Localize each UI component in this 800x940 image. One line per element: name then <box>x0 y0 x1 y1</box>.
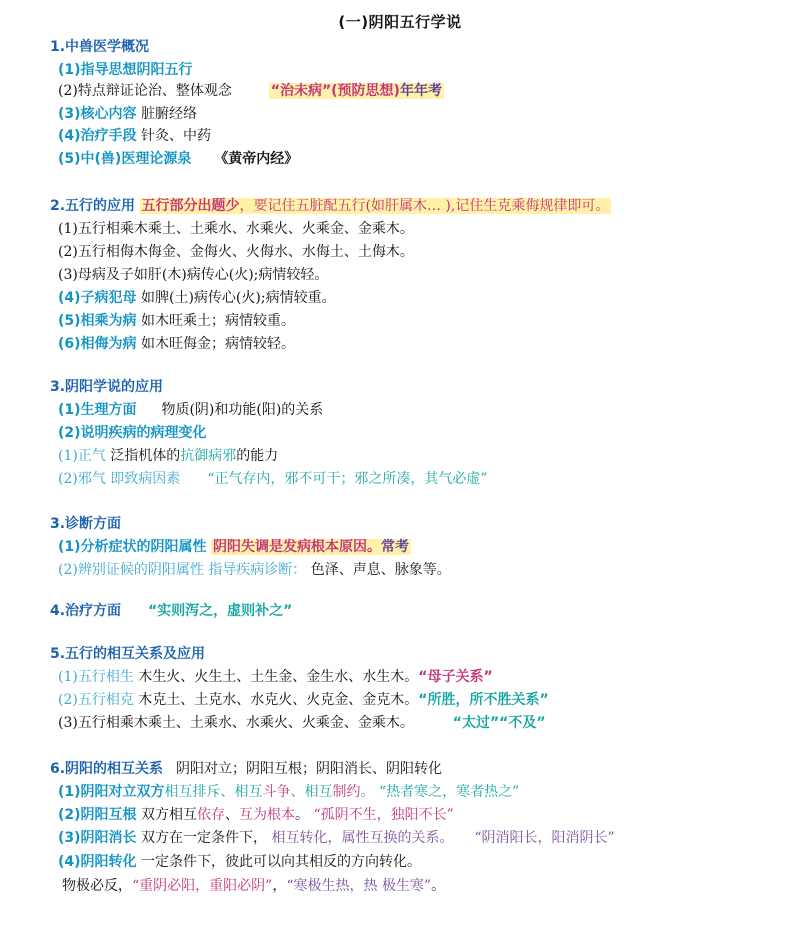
item-text: 指导疾病诊断： <box>208 562 307 578</box>
note-few-questions: 五行部分出题少 <box>141 198 240 214</box>
quote-healthy-qi: “正气存内，邪不可干；邪之所凑，其气必虚” <box>207 471 488 487</box>
line-healthy-qi <box>58 446 278 466</box>
item-label: (2)邪气 <box>58 471 106 487</box>
item-label: (6)相侮为病 <box>58 336 137 352</box>
line-core-content <box>58 104 197 124</box>
section-heading-mutual-relations: 5.五行的相互关系及应用 <box>50 646 206 662</box>
line-overacting <box>58 713 546 733</box>
item-text: 、 <box>225 807 239 823</box>
item-text: 双方在一定条件下， <box>141 830 267 846</box>
quote-solitary-yin: “孤阴不生，独阳不长” <box>313 807 454 823</box>
item-text: 脏腑经络 <box>141 106 197 122</box>
book-title: 《黄帝内经》 <box>214 151 299 167</box>
item-text: 。 <box>360 784 375 800</box>
section-heading-yin-yang-relations: 6.阴阳的相互关系 <box>50 761 164 777</box>
item-label: (4)治疗手段 <box>58 128 137 144</box>
quote-subjugation: “所胜，所不胜关系” <box>418 692 549 708</box>
tag-common-exam: 常考 <box>381 539 409 555</box>
quote-heat-cold: “热者寒之，寒者热之” <box>379 784 520 800</box>
item-text: 如木旺侮金；病情较轻。 <box>141 336 295 352</box>
line-extreme-reversal <box>62 876 445 896</box>
item-highlight: 相互转化 <box>271 830 328 846</box>
item-text: ，属性互换的关系。 <box>327 830 454 846</box>
quote-excess-deficiency: “太过”“不及” <box>452 715 546 731</box>
highlight-prevention <box>269 83 444 99</box>
item-label: (5)相乘为病 <box>58 313 137 329</box>
line-restriction <box>58 690 549 710</box>
item-label: (1)生理方面 <box>58 402 137 418</box>
line-pathogenic-qi <box>58 469 488 489</box>
section-heading-yin-yang-application: 3.阴阳学说的应用 <box>50 379 164 395</box>
item-text: (3)五行相乘木乘土、土乘水、水乘火、火乘金、金乘木。 <box>58 715 414 731</box>
item-label: (1)五行相生 <box>58 669 134 685</box>
highlight-note <box>140 198 612 214</box>
line-transformation <box>58 852 421 872</box>
item-text: (2)特点辩证论治、整体观念 <box>58 83 232 99</box>
quote-treatment: “实则泻之，虚则补之” <box>147 603 293 619</box>
list-item: (1)五行相乘木乘土、土乘水、水乘火、火乘金、金乘木。 <box>58 221 414 237</box>
item-text: 泛指机体的 <box>110 448 181 464</box>
line-physiology <box>58 400 323 420</box>
item-text: 。 <box>295 807 309 823</box>
list-item <box>58 288 336 308</box>
item-label: (5)中(兽)医理论源泉 <box>58 151 192 167</box>
line-theory-source <box>58 149 298 169</box>
item-text: 相互排斥、相互 <box>164 784 263 800</box>
item-label: (1)阴阳对立双方 <box>58 784 165 800</box>
item-text: 。 <box>431 878 446 894</box>
line-yin-yang-relations <box>50 759 442 779</box>
quote-mother-child: “母子关系” <box>418 669 493 685</box>
item-label: (3)核心内容 <box>58 106 137 122</box>
line-waxing-waning <box>58 828 615 848</box>
line-pathology <box>58 423 207 443</box>
item-text: 木克土、土克水、水克火、火克金、金克木。 <box>138 692 419 708</box>
item-text: 色泽、声息、脉象等。 <box>310 562 451 578</box>
list-item: (3)母病及子如肝(木)病传心(火);病情较轻。 <box>58 267 329 283</box>
item-text: 、相互 <box>290 784 333 800</box>
section-heading-diagnosis: 3.诊断方面 <box>50 516 122 532</box>
line-treatment <box>50 601 292 621</box>
item-highlight: 斗争 <box>262 784 291 800</box>
item-label: (3)阴阳消长 <box>58 830 137 846</box>
item-label: (4)子病犯母 <box>58 290 137 306</box>
item-label: (1)分析症状的阴阳属性 <box>58 539 207 555</box>
section-heading-five-elements: 2.五行的应用 <box>50 198 136 214</box>
item-text: 一定条件下，彼此可以向其相反的方向转化。 <box>141 854 421 870</box>
item-text: 如脾(土)病传心(火);病情较重。 <box>141 290 336 306</box>
list-item: (2)五行相侮木侮金、金侮火、火侮水、水侮土、土侮木。 <box>58 244 414 260</box>
item-label: (2)阴阳互根 <box>58 807 137 823</box>
quote-waxing-waning: “阴消阳长，阳消阴长” <box>474 830 615 846</box>
list-item <box>58 311 295 331</box>
item-label: (1)指导思想阴阳五行 <box>58 62 193 78</box>
item-text: 木生火、火生土、土生金、金生水、水生木。 <box>138 669 419 685</box>
line-treatment-means <box>58 126 211 146</box>
item-text: 即致病因素 <box>110 471 181 487</box>
tag-yearly-exam: 年年考 <box>399 83 442 99</box>
item-highlight: 抗御病邪 <box>180 448 237 464</box>
item-text: 针灸、中药 <box>141 128 211 144</box>
line-opposition <box>58 782 519 802</box>
line-differentiate <box>58 560 451 580</box>
quote-prevention: “治未病”(预防思想) <box>270 83 400 99</box>
item-text: 物极必反， <box>62 878 132 894</box>
line-generation <box>58 667 493 687</box>
item-text: 的能力 <box>236 448 279 464</box>
item-highlight: 制约 <box>332 784 361 800</box>
item-highlight: 依存 <box>197 807 225 823</box>
item-text: 如木旺乘土；病情较重。 <box>141 313 295 329</box>
note-imbalance: 阴阳失调是发病根本原因。 <box>213 539 381 555</box>
item-label: (2)说明疾病的病理变化 <box>58 425 207 441</box>
line-guiding-thought <box>58 60 193 80</box>
item-label: (4)阴阳转化 <box>58 854 137 870</box>
note-remember: ，要记住五脏配五行(如肝属木… ),记住生克乘侮规律即可。 <box>239 198 610 214</box>
item-label: (2)五行相克 <box>58 692 134 708</box>
list-item <box>58 334 295 354</box>
item-label: (1)正气 <box>58 448 106 464</box>
section-heading-treatment: 4.治疗方面 <box>50 603 122 619</box>
item-text: 双方相互 <box>141 807 197 823</box>
item-label: (2)辨别证候的阴阳属性 <box>58 562 204 578</box>
item-highlight: 互为根本 <box>239 807 295 823</box>
item-text: 阴阳对立；阴阳互根；阴阳消长、阴阳转化 <box>175 761 442 777</box>
quote-heavy-yin: “重阴必阳，重阳必阴” <box>132 878 273 894</box>
line-interdependence <box>58 805 454 825</box>
line-analyze-symptoms <box>58 537 411 557</box>
item-text: ， <box>272 878 287 894</box>
quote-extreme-cold: “寒极生热，热 极生寒” <box>286 878 432 894</box>
section-heading-overview: 1.中兽医学概况 <box>50 39 150 55</box>
line-features <box>58 81 444 101</box>
highlight-common-exam <box>211 539 411 555</box>
line-five-elements-application <box>50 196 611 216</box>
item-text: 物质(阴)和功能(阳)的关系 <box>161 402 324 418</box>
page-title: (一)阴阳五行学说 <box>338 13 462 31</box>
